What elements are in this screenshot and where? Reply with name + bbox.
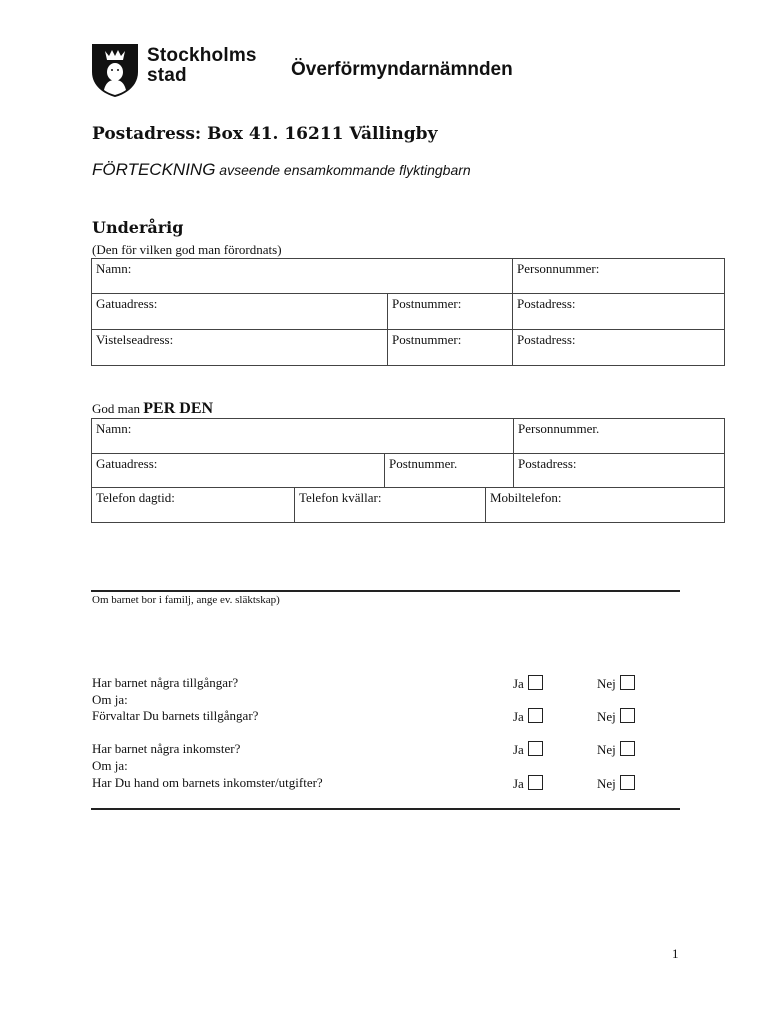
guardian-mobil-field[interactable] bbox=[486, 488, 725, 523]
title-main: FÖRTECKNING bbox=[92, 160, 216, 179]
postal-address: Postadress: Box 41. 16211 Vällingby bbox=[92, 124, 438, 144]
minor-vistelseadress-field[interactable] bbox=[92, 330, 388, 366]
question-manage-assets: Förvaltar Du barnets tillgångar? bbox=[92, 708, 259, 723]
minor-postnummer-field[interactable] bbox=[388, 294, 513, 330]
minor-postadress-field[interactable] bbox=[513, 294, 725, 330]
minor-heading: Underårig bbox=[92, 218, 184, 237]
manage-assets-no[interactable] bbox=[597, 708, 635, 725]
department-title: Överförmyndarnämnden bbox=[291, 59, 513, 80]
income-no[interactable] bbox=[597, 741, 635, 758]
guardian-gatuadress-label: Gatuadress: bbox=[96, 456, 158, 471]
assets-no-checkbox[interactable] bbox=[620, 675, 635, 690]
stockholm-crest-icon bbox=[90, 42, 140, 98]
minor-gatuadress-label: Gatuadress: bbox=[96, 296, 158, 311]
assets-yes-checkbox[interactable] bbox=[528, 675, 543, 690]
minor-postnummer-label: Postnummer: bbox=[392, 296, 462, 311]
guardian-telefon-dag-label: Telefon dagtid: bbox=[96, 490, 175, 505]
assets-no[interactable] bbox=[597, 675, 635, 692]
question-if-yes-2: Om ja: bbox=[92, 758, 128, 773]
bottom-divider bbox=[91, 808, 680, 810]
manage-income-yes[interactable] bbox=[513, 775, 543, 792]
guardian-postnummer-label: Postnummer. bbox=[389, 456, 458, 471]
minor-vistelseadress-label: Vistelseadress: bbox=[96, 332, 174, 347]
guardian-postadress-field[interactable] bbox=[514, 454, 725, 488]
logo-wordmark bbox=[147, 46, 257, 86]
guardian-name-label: Namn: bbox=[96, 421, 132, 436]
document-title bbox=[92, 160, 471, 180]
minor-postadress2-field[interactable] bbox=[513, 330, 725, 366]
guardian-table bbox=[91, 418, 725, 523]
minor-gatuadress-field[interactable] bbox=[92, 294, 388, 330]
question-manage-income: Har Du hand om barnets inkomster/utgifter? bbox=[92, 775, 323, 790]
guardian-personnummer-field[interactable] bbox=[514, 419, 725, 454]
minor-table bbox=[91, 258, 725, 366]
minor-personnummer-field[interactable] bbox=[513, 259, 725, 294]
minor-note: (Den för vilken god man förordnats) bbox=[92, 242, 282, 257]
logo-line-2: stad bbox=[147, 65, 187, 86]
question-assets: Har barnet några tillgångar? bbox=[92, 675, 239, 690]
minor-postnummer2-label: Postnummer: bbox=[392, 332, 462, 347]
guardian-gatuadress-field[interactable] bbox=[92, 454, 385, 488]
manage-income-no[interactable] bbox=[597, 775, 635, 792]
guardian-heading bbox=[92, 400, 213, 418]
assets-no-label: Nej bbox=[597, 676, 616, 691]
family-line[interactable] bbox=[91, 590, 680, 592]
income-yes-label: Ja bbox=[513, 742, 524, 757]
guardian-heading-bold: PER DEN bbox=[143, 400, 214, 417]
minor-postadress2-label: Postadress: bbox=[517, 332, 576, 347]
minor-personnummer-label: Personnummer: bbox=[517, 261, 600, 276]
manage-income-no-label: Nej bbox=[597, 776, 616, 791]
guardian-mobil-label: Mobiltelefon: bbox=[490, 490, 562, 505]
guardian-telefon-kvall-field[interactable] bbox=[295, 488, 486, 523]
page-number: 1 bbox=[672, 946, 679, 961]
manage-assets-yes[interactable] bbox=[513, 708, 543, 725]
family-note: Om barnet bor i familj, ange ev. släktskap) bbox=[92, 594, 280, 606]
question-income: Har barnet några inkomster? bbox=[92, 741, 241, 756]
guardian-telefon-kvall-label: Telefon kvällar: bbox=[299, 490, 382, 505]
guardian-telefon-dag-field[interactable] bbox=[92, 488, 295, 523]
manage-income-no-checkbox[interactable] bbox=[620, 775, 635, 790]
manage-income-yes-checkbox[interactable] bbox=[528, 775, 543, 790]
guardian-postadress-label: Postadress: bbox=[518, 456, 577, 471]
minor-postnummer2-field[interactable] bbox=[388, 330, 513, 366]
manage-assets-no-label: Nej bbox=[597, 709, 616, 724]
question-if-yes-1: Om ja: bbox=[92, 692, 128, 707]
manage-assets-yes-label: Ja bbox=[513, 709, 524, 724]
manage-assets-yes-checkbox[interactable] bbox=[528, 708, 543, 723]
income-no-checkbox[interactable] bbox=[620, 741, 635, 756]
income-yes[interactable] bbox=[513, 741, 543, 758]
logo-line-1: Stockholms bbox=[147, 45, 257, 66]
minor-name-field[interactable] bbox=[92, 259, 513, 294]
assets-yes-label: Ja bbox=[513, 676, 524, 691]
manage-income-yes-label: Ja bbox=[513, 776, 524, 791]
guardian-heading-prefix: God man bbox=[92, 401, 144, 416]
guardian-postnummer-field[interactable] bbox=[385, 454, 514, 488]
income-yes-checkbox[interactable] bbox=[528, 741, 543, 756]
guardian-name-field[interactable] bbox=[92, 419, 514, 454]
title-rest: avseende ensamkommande flyktingbarn bbox=[215, 162, 471, 178]
minor-name-label: Namn: bbox=[96, 261, 132, 276]
guardian-personnummer-label: Personnummer. bbox=[518, 421, 600, 436]
manage-assets-no-checkbox[interactable] bbox=[620, 708, 635, 723]
income-no-label: Nej bbox=[597, 742, 616, 757]
assets-yes[interactable] bbox=[513, 675, 543, 692]
minor-postadress-label: Postadress: bbox=[517, 296, 576, 311]
